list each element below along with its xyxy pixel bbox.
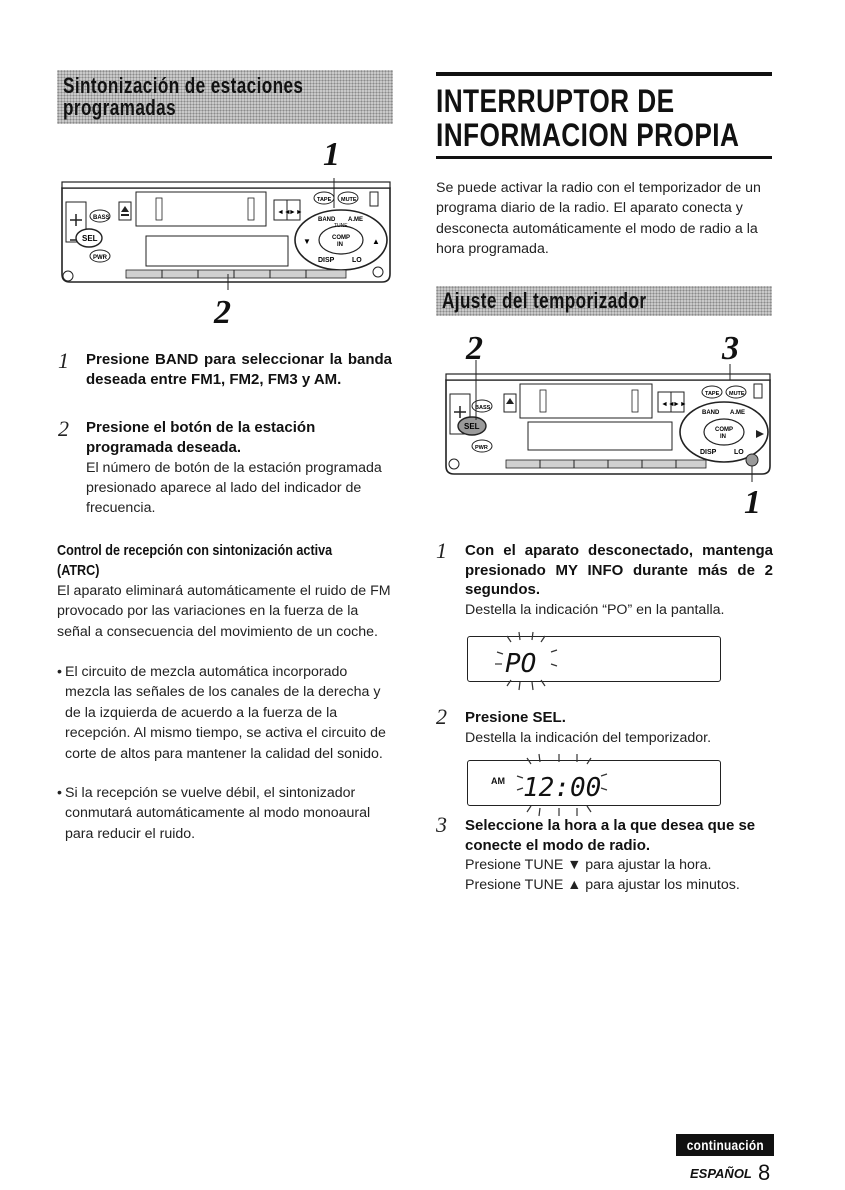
title-rule-bottom — [436, 156, 772, 159]
step-title: Seleccione la hora a la que desea que se conecte el modo de radio. — [465, 817, 756, 854]
device-label-lo: LO — [352, 257, 362, 264]
lcd-flash-clock — [467, 746, 721, 820]
device-label-tape: TAPE — [317, 197, 332, 203]
lcd-flash-po — [467, 622, 721, 696]
page-title — [436, 84, 776, 152]
step-text: El número de botón de la estación programada presionado aparece al lado del indicador de frecuencia. — [86, 460, 382, 516]
svg-text:SEL: SEL — [464, 422, 480, 431]
svg-text:◄◄: ◄◄ — [277, 209, 291, 216]
device-label-ame: A.ME — [348, 217, 363, 223]
step-text: Presione TUNE ▲ para ajustar los minutos. — [465, 877, 740, 893]
lcd-text: 12:00 — [523, 773, 602, 803]
continuation-badge — [676, 1134, 774, 1156]
atrc-bullet-marker: • — [57, 664, 62, 680]
svg-text:COMP: COMP — [715, 427, 733, 433]
callout-number-1: 1 — [323, 136, 340, 173]
atrc-bullet: El circuito de mezcla automática incorporado mezcla las señales de los canales de la derecha y de la izquierda de acuerdo a la fuerza de la recepción. Al mismo tiempo, se activa el circuito de corte de altos para mantener la calidad del sonido. — [65, 664, 386, 762]
step-text: Destella la indicación del temporizador. — [465, 730, 712, 746]
step-title: Presione BAND para seleccionar la banda deseada entre FM1, FM2, FM3 y AM. — [86, 351, 392, 388]
banner-line-1: Sintonización de estaciones — [63, 73, 304, 98]
svg-text:PWR: PWR — [475, 445, 488, 451]
step-title: Presione SEL. — [465, 709, 566, 726]
callout-number-2: 2 — [214, 294, 231, 331]
svg-text:TAPE: TAPE — [705, 391, 720, 397]
section-intro: Se puede activar la radio con el temporizador de un programa diario de la radio. El aparato conecta y desconecta automáticamente el modo de radio a la hora programada. — [436, 180, 761, 258]
device-label-mute: MUTE — [341, 197, 357, 203]
device-label-comp: COMP — [332, 235, 350, 241]
page-number: 8 — [758, 1160, 771, 1185]
banner-line-2: programadas — [63, 95, 177, 120]
device-label-disp: DISP — [318, 257, 335, 264]
atrc-heading-line-2: (ATRC) — [57, 561, 100, 579]
svg-text:A.ME: A.ME — [730, 410, 745, 416]
svg-text:MUTE: MUTE — [729, 391, 745, 397]
step-number: 2 — [436, 704, 447, 729]
callout-number-3: 3 — [722, 330, 739, 367]
device-label-bass: BASS — [93, 215, 110, 221]
atrc-intro: El aparato eliminará automáticamente el ruido de FM provocado por las variaciones en la fuerza de la señal a consecuencia del movimiento de un coche. — [57, 583, 391, 640]
footer-language: ESPAÑOL — [690, 1166, 752, 1181]
step-number: 2 — [58, 416, 69, 441]
svg-text:►►: ►► — [289, 209, 303, 216]
step-text: Destella la indicación “PO” en la pantalla. — [465, 602, 725, 618]
svg-text:IN: IN — [720, 434, 726, 440]
device-label-sel: SEL — [82, 234, 98, 243]
svg-text:►►: ►► — [673, 401, 687, 408]
step-title: Presione el botón de la estación programada deseada. — [86, 419, 316, 456]
banner-text: Ajuste del temporizador — [442, 288, 647, 313]
device-label-in: IN — [337, 242, 343, 248]
car-stereo-illustration-right — [440, 360, 776, 520]
title-rule-top — [436, 72, 772, 76]
lcd-text: PO — [505, 649, 537, 679]
step-number: 3 — [436, 812, 447, 837]
device-label-pwr: PWR — [93, 255, 107, 261]
atrc-bullet-marker: • — [57, 785, 62, 801]
callout-number-2: 2 — [466, 330, 483, 367]
page-title-line-2: INFORMACION PROPIA — [436, 117, 740, 153]
device-label-tune: TUNE — [334, 223, 348, 229]
step-number: 1 — [436, 538, 447, 563]
device-label-band: BAND — [318, 217, 336, 223]
svg-text:BASS: BASS — [475, 405, 491, 411]
atrc-heading-line-1: Control de recepción con sintonización activa — [57, 542, 333, 559]
section-banner-preset-tuning — [57, 70, 393, 124]
continuation-text: continuación — [686, 1137, 764, 1153]
callout-number-1: 1 — [744, 484, 761, 521]
svg-text:▼: ▼ — [303, 237, 311, 246]
car-stereo-illustration-left — [56, 178, 396, 290]
step-text: Presione TUNE ▼ para ajustar la hora. — [465, 857, 712, 873]
step-number: 1 — [58, 348, 69, 373]
svg-text:DISP: DISP — [700, 449, 717, 456]
svg-text:LO: LO — [734, 449, 744, 456]
section-banner-timer — [436, 286, 772, 316]
page-title-line-1: INTERRUPTOR DE — [436, 83, 675, 119]
lcd-prefix: AM — [491, 776, 505, 786]
step-title: Con el aparato desconectado, mantenga presionado MY INFO durante más de 2 segundos. — [465, 542, 773, 598]
svg-text:◄◄: ◄◄ — [661, 401, 675, 408]
atrc-heading — [57, 541, 397, 580]
svg-text:▲: ▲ — [372, 237, 380, 246]
atrc-bullet: Si la recepción se vuelve débil, el sintonizador conmutará automáticamente al modo monoaural para reducir el ruido. — [65, 785, 371, 842]
svg-text:BAND: BAND — [702, 410, 720, 416]
